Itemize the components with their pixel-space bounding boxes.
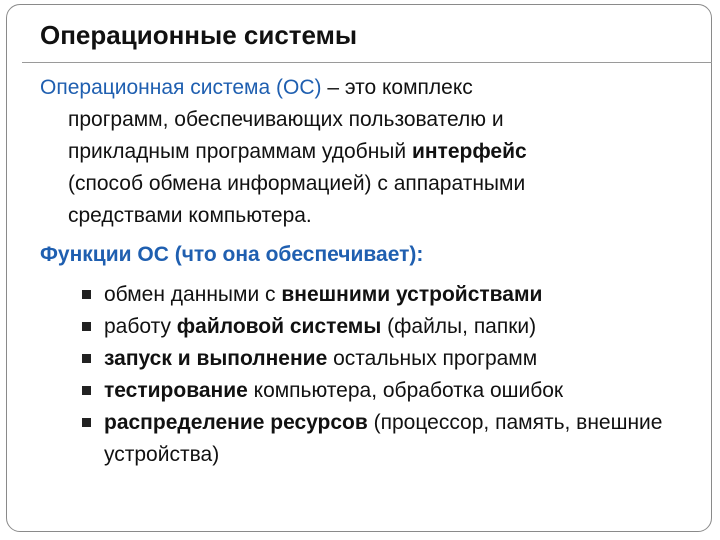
- definition-interface-term: интерфейс: [411, 140, 527, 163]
- item-bold-text: запуск и выполнение: [104, 347, 328, 370]
- list-item: [82, 279, 702, 311]
- item-bold-text: распределение ресурсов: [104, 411, 368, 434]
- list-item: [82, 407, 702, 471]
- definition-line-5: средствами компьютера.: [68, 204, 312, 227]
- list-item: [82, 375, 702, 407]
- item-bold-text: внешними устройствами: [281, 283, 543, 306]
- square-bullet-icon: [82, 418, 91, 427]
- functions-list: [82, 279, 702, 471]
- item-text-post: компьютера, обработка ошибок: [247, 379, 564, 402]
- definition-term: Операционная система: [40, 76, 271, 99]
- square-bullet-icon: [82, 386, 91, 395]
- item-text: обмен данными с: [104, 283, 282, 306]
- square-bullet-icon: [82, 354, 91, 363]
- functions-heading: Функции ОС (что она обеспечивает):: [40, 243, 424, 266]
- item-text-post: (процессор, память, внешние устройства): [104, 411, 663, 466]
- square-bullet-icon: [82, 322, 91, 331]
- definition-abbr: (ОС): [276, 76, 322, 99]
- definition-paragraph: [40, 72, 690, 232]
- list-item: [82, 343, 702, 375]
- definition-line-2: программ, обеспечивающих пользователю и: [68, 108, 504, 131]
- definition-line-3: [40, 136, 690, 168]
- definition-line-3-text: прикладным программам удобный: [68, 140, 412, 163]
- slide-title: Операционные системы: [40, 20, 358, 50]
- title-divider: [22, 62, 712, 63]
- item-text-post: (файлы, папки): [381, 315, 537, 338]
- definition-text-1: – это комплекс: [321, 76, 473, 99]
- item-text: работу: [104, 315, 177, 338]
- item-bold-text: файловой системы: [176, 315, 382, 338]
- list-item: [82, 311, 702, 343]
- definition-line-4: (способ обмена информацией) с аппаратными: [68, 172, 526, 195]
- square-bullet-icon: [82, 290, 91, 299]
- item-text-post: остальных программ: [327, 347, 538, 370]
- item-bold-text: тестирование: [104, 379, 248, 402]
